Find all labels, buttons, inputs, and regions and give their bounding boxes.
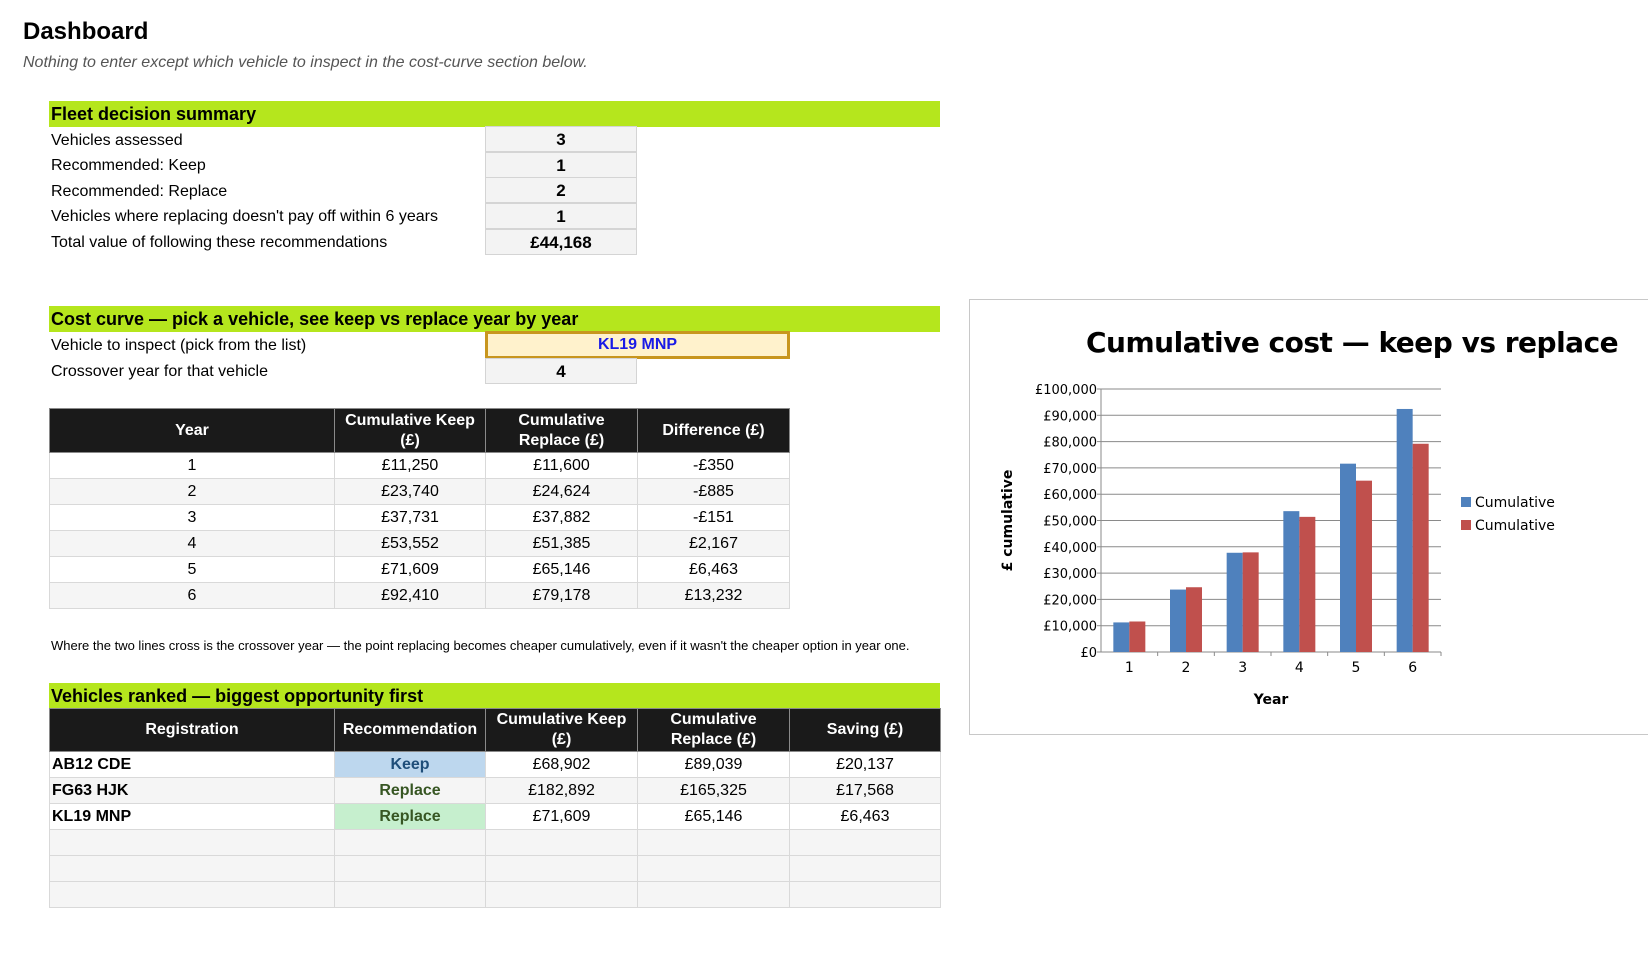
year-cell: 1 — [50, 453, 335, 479]
col-header-difference: Difference (£) — [638, 409, 790, 453]
empty-cell — [50, 882, 335, 908]
year-cell: 6 — [50, 583, 335, 609]
empty-row — [50, 882, 941, 908]
y-tick-label: £80,000 — [1043, 435, 1097, 451]
summary-value-recommended-keep: 1 — [485, 152, 637, 178]
y-tick-label: £50,000 — [1043, 514, 1097, 530]
difference-cell: £6,463 — [638, 557, 790, 583]
summary-label-recommended-keep: Recommended: Keep — [51, 157, 206, 174]
col-header-cumulative-replace: Cumulative Replace (£) — [638, 709, 790, 752]
bar-keep — [1340, 464, 1356, 652]
registration-cell: FG63 HJK — [50, 778, 335, 804]
empty-cell — [50, 830, 335, 856]
difference-cell: £13,232 — [638, 583, 790, 609]
empty-cell — [50, 856, 335, 882]
keep-cell: £182,892 — [486, 778, 638, 804]
col-header-cumulative-keep: Cumulative Keep (£) — [335, 409, 486, 453]
summary-value-total-value: £44,168 — [485, 229, 637, 255]
keep-cell: £37,731 — [335, 505, 486, 531]
summary-label-total-value: Total value of following these recommendations — [51, 234, 388, 251]
x-tick-label: 1 — [1124, 660, 1134, 676]
y-tick-label: £10,000 — [1043, 619, 1097, 635]
summary-value-no-payoff: 1 — [485, 203, 637, 229]
x-tick-label: 4 — [1294, 660, 1304, 676]
table-row — [50, 583, 790, 609]
keep-cell: £11,250 — [335, 453, 486, 479]
empty-cell — [486, 882, 638, 908]
y-tick-label: £70,000 — [1043, 461, 1097, 477]
legend-swatch-replace — [1461, 520, 1471, 530]
legend-label-replace: Cumulative — [1475, 518, 1555, 534]
bar-keep — [1170, 590, 1186, 652]
summary-label-recommended-replace: Recommended: Replace — [51, 183, 228, 200]
y-tick-label: £40,000 — [1043, 540, 1097, 556]
chart-title: Cumulative cost — keep vs replace — [1086, 326, 1619, 359]
replace-cell: £11,600 — [486, 453, 638, 479]
y-tick-label: £60,000 — [1043, 488, 1097, 504]
empty-cell — [335, 882, 486, 908]
summary-value-recommended-replace: 2 — [485, 177, 637, 203]
x-tick-label: 2 — [1181, 660, 1191, 676]
cost-curve-table — [49, 408, 790, 609]
difference-cell: -£885 — [638, 479, 790, 505]
saving-cell: £6,463 — [790, 804, 941, 830]
y-tick-label: £100,000 — [1034, 383, 1097, 398]
y-tick-label: £20,000 — [1043, 593, 1097, 609]
recommendation-cell: Replace — [335, 804, 486, 830]
y-tick-label: £90,000 — [1043, 409, 1097, 425]
empty-row — [50, 830, 941, 856]
table-row — [50, 752, 941, 778]
empty-cell — [335, 856, 486, 882]
bar-keep — [1113, 622, 1129, 652]
summary-value-vehicles-assessed: 3 — [485, 126, 637, 152]
table-row — [50, 531, 790, 557]
replace-cell: £24,624 — [486, 479, 638, 505]
y-tick-label: £30,000 — [1043, 567, 1097, 583]
vehicle-select[interactable]: KL19 MNP — [485, 331, 790, 359]
empty-cell — [790, 882, 941, 908]
replace-cell: £37,882 — [486, 505, 638, 531]
keep-cell: £53,552 — [335, 531, 486, 557]
empty-row — [50, 856, 941, 882]
crossover-year-value: 4 — [485, 358, 637, 384]
empty-cell — [790, 830, 941, 856]
summary-heading: Fleet decision summary — [49, 101, 940, 127]
saving-cell: £17,568 — [790, 778, 941, 804]
x-axis-title: Year — [1253, 692, 1289, 708]
registration-cell: AB12 CDE — [50, 752, 335, 778]
legend-label-keep: Cumulative — [1475, 495, 1555, 511]
summary-label-vehicles-assessed: Vehicles assessed — [51, 132, 183, 149]
empty-cell — [638, 830, 790, 856]
ranked-table — [49, 708, 941, 908]
replace-cell: £51,385 — [486, 531, 638, 557]
keep-cell: £23,740 — [335, 479, 486, 505]
table-row — [50, 453, 790, 479]
empty-cell — [335, 830, 486, 856]
saving-cell: £20,137 — [790, 752, 941, 778]
x-tick-label: 3 — [1238, 660, 1248, 676]
inspect-vehicle-label: Vehicle to inspect (pick from the list) — [51, 337, 307, 354]
col-header-cumulative-replace: Cumulative Replace (£) — [486, 409, 638, 453]
year-cell: 5 — [50, 557, 335, 583]
empty-cell — [486, 856, 638, 882]
bar-keep — [1397, 409, 1413, 652]
replace-cell: £79,178 — [486, 583, 638, 609]
crossover-year-label: Crossover year for that vehicle — [51, 363, 268, 380]
col-header-saving: Saving (£) — [790, 709, 941, 752]
bar-replace — [1243, 552, 1259, 652]
recommendation-cell: Keep — [335, 752, 486, 778]
crossover-note: Where the two lines cross is the crossover year — the point replacing becomes cheaper cumulatively, even if it wasn't the cheaper option in year one. — [51, 638, 910, 653]
difference-cell: -£151 — [638, 505, 790, 531]
empty-cell — [790, 856, 941, 882]
year-cell: 2 — [50, 479, 335, 505]
table-row — [50, 557, 790, 583]
replace-cell: £65,146 — [638, 804, 790, 830]
cost-chart — [969, 370, 1648, 735]
table-row — [50, 505, 790, 531]
bar-replace — [1413, 444, 1429, 652]
x-tick-label: 5 — [1351, 660, 1361, 676]
replace-cell: £89,039 — [638, 752, 790, 778]
col-header-registration: Registration — [50, 709, 335, 752]
difference-cell: -£350 — [638, 453, 790, 479]
page-subtitle: Nothing to enter except which vehicle to inspect in the cost-curve section below. — [23, 54, 588, 71]
bar-keep — [1283, 511, 1299, 652]
bar-replace — [1356, 481, 1372, 652]
replace-cell: £65,146 — [486, 557, 638, 583]
page-title: Dashboard — [23, 18, 149, 45]
keep-cell: £92,410 — [335, 583, 486, 609]
col-header-cumulative-keep: Cumulative Keep (£) — [486, 709, 638, 752]
keep-cell: £71,609 — [335, 557, 486, 583]
keep-cell: £68,902 — [486, 752, 638, 778]
col-header-recommendation: Recommendation — [335, 709, 486, 752]
summary-label-no-payoff: Vehicles where replacing doesn't pay off within 6 years — [51, 208, 438, 225]
ranked-heading: Vehicles ranked — biggest opportunity first — [49, 683, 940, 709]
table-row — [50, 778, 941, 804]
replace-cell: £165,325 — [638, 778, 790, 804]
difference-cell: £2,167 — [638, 531, 790, 557]
empty-cell — [638, 882, 790, 908]
empty-cell — [486, 830, 638, 856]
empty-cell — [638, 856, 790, 882]
legend-swatch-keep — [1461, 497, 1471, 507]
recommendation-cell: Replace — [335, 778, 486, 804]
bar-replace — [1129, 621, 1145, 652]
bar-replace — [1186, 587, 1202, 652]
table-row — [50, 804, 941, 830]
y-axis-title: £ cumulative — [1000, 469, 1016, 572]
year-cell: 4 — [50, 531, 335, 557]
bar-keep — [1227, 553, 1243, 652]
x-tick-label: 6 — [1408, 660, 1418, 676]
bar-replace — [1299, 517, 1315, 652]
cost-curve-heading: Cost curve — pick a vehicle, see keep vs replace year by year — [49, 306, 940, 332]
table-row — [50, 479, 790, 505]
col-header-year: Year — [50, 409, 335, 453]
registration-cell: KL19 MNP — [50, 804, 335, 830]
keep-cell: £71,609 — [486, 804, 638, 830]
year-cell: 3 — [50, 505, 335, 531]
y-tick-label: £0 — [1080, 646, 1097, 661]
